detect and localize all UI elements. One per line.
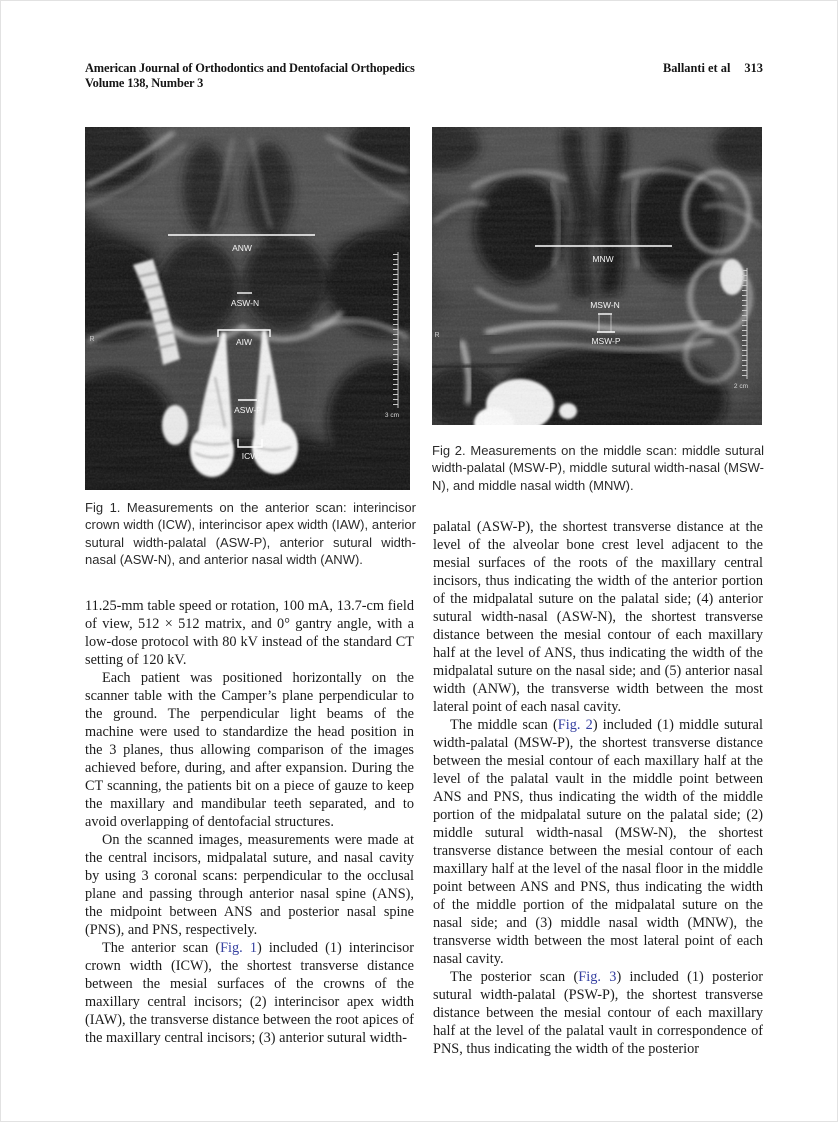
paragraph <box>85 939 414 1047</box>
asw-p-label: ASW-P <box>234 405 262 415</box>
body-column-right <box>433 518 763 1058</box>
page-number: 313 <box>744 61 763 75</box>
text-segment: palatal (ASW-P), the shortest transverse distance at the level of the alveolar bone crest level adjacent to the mesial surfaces of the roots of the maxillary central incisors, thus indicating the width of the anterior portion of the midpalatal suture on the palatal side; (4) anterior sutural width-nasal (ASW-N), the shortest transverse distance between the mesial contour of each maxillary half at the level of ANS, thus indicating the width of the midpalatal suture on the nasal side; and (5) anterior nasal width (ANW), the transverse width between the most lateral point of each nasal cavity. <box>433 519 763 715</box>
fig1-ct-scan <box>85 127 410 490</box>
anw-label: ANW <box>232 243 252 253</box>
asw-n-label: ASW-N <box>230 298 260 308</box>
fig2-orientation-marker: R <box>434 332 440 339</box>
mnw-label: MNW <box>592 254 614 264</box>
fig2-caption: Fig 2. Measurements on the middle scan: middle sutural width-palatal (MSW-P), middle sutural width-nasal (MSW-N), and middle nasal width (MNW). <box>432 443 764 493</box>
figure-reference-link[interactable]: Fig. 2 <box>557 717 593 733</box>
fig1-ct-image <box>85 127 410 490</box>
msw-n-label: MSW-N <box>590 300 620 310</box>
running-head <box>85 61 763 90</box>
paragraph <box>433 968 763 1058</box>
authors-label: Ballanti et al <box>662 61 731 75</box>
fig1-orientation-marker: R <box>89 336 95 343</box>
journal-info <box>85 61 415 90</box>
text-segment: The anterior scan ( <box>102 940 221 956</box>
body-column-left <box>85 597 414 1047</box>
text-segment: ) included (1) posterior sutural width-palatal (PSW-P), the shortest transverse distance between the mesial contour of each maxillary half at the level of the palatal vault in correspondence of PNS, thus indicating the width of the posterior <box>433 969 763 1057</box>
text-segment: Each patient was positioned horizontally on the scanner table with the Camper’s plane perpendicular to the ground. The perpendicular light beams of the machine were used to standardize the head position in the 3 planes, thus allowing comparison of the images achieved before, during, and after expansion. During the CT scanning, the patients bit on a piece of gauze to keep the maxillary and mandibular teeth separated, and to avoid overlapping of dentofacial structures. <box>85 670 414 830</box>
text-segment: The posterior scan ( <box>450 969 579 985</box>
paragraph <box>85 669 414 831</box>
fig1-scale-label: 3 cm <box>384 412 399 419</box>
fig2-ct-image <box>432 127 762 425</box>
paragraph <box>85 597 414 669</box>
paragraph <box>433 518 763 716</box>
fig1-caption: Fig 1. Measurements on the anterior scan: interincisor crown width (ICW), interincisor apex width (IAW), anterior sutural width-palatal (ASW-P), anterior sutural width-nasal (ASW-N), and anterior nasal width (ANW). <box>85 500 416 568</box>
text-segment: The middle scan ( <box>450 717 558 733</box>
figure-reference-link[interactable]: Fig. 3 <box>578 969 617 985</box>
paragraph <box>433 716 763 968</box>
msw-p-label: MSW-P <box>591 336 621 346</box>
journal-volume: Volume 138, Number 3 <box>85 75 204 90</box>
aiw-label: AIW <box>235 337 253 347</box>
text-segment: 11.25-mm table speed or rotation, 100 mA, 13.7-cm field of view, 512 × 512 matrix, and 0° gantry angle, with a low-dose protocol with 80 kV instead of the standard CT setting of 120 kV. <box>85 598 414 668</box>
figure-reference-link[interactable]: Fig. 1 <box>220 940 257 956</box>
fig2-scale-label: 2 cm <box>733 383 748 390</box>
paragraph <box>85 831 414 939</box>
text-segment: On the scanned images, measurements were made at the central incisors, midpalatal suture, and nasal cavity by using 3 coronal scans: perpendicular to the occlusal plane and passing through anterior nasal spine (ANS), the midpoint between ANS and posterior nasal spine (PNS), and PNS, respectively. <box>85 832 414 938</box>
journal-title: American Journal of Orthodontics and Dentofacial Orthopedics <box>85 61 415 75</box>
authors-page <box>663 61 763 90</box>
text-segment: ) included (1) middle sutural width-palatal (MSW-P), the shortest transverse distance between the mesial contour of each maxillary half at the level of the palatal vault in the middle point between ANS and PNS, thus indicating the width of the middle portion of the midpalatal suture on the palatal side; (2) middle sutural width-nasal (MSW-N), the shortest transverse distance between the mesial contour of each maxillary half at the level of the nasal floor in the middle point between ANS and PNS, thus indicating the width of the middle portion of the midpalatal suture on the nasal side; and (3) middle nasal width (MNW), the transverse width between the most lateral point of each nasal cavity. <box>433 717 763 967</box>
icw-label: ICW <box>241 451 259 461</box>
fig2-ct-scan <box>432 127 762 425</box>
text-segment: ) included (1) interincisor crown width (ICW), the shortest transverse distance between the mesial surfaces of the crowns of the maxillary central incisors; (2) interincisor apex width (IAW), the transverse distance between the root apices of the maxillary central incisors; (3) anterior sutural width- <box>85 940 414 1046</box>
